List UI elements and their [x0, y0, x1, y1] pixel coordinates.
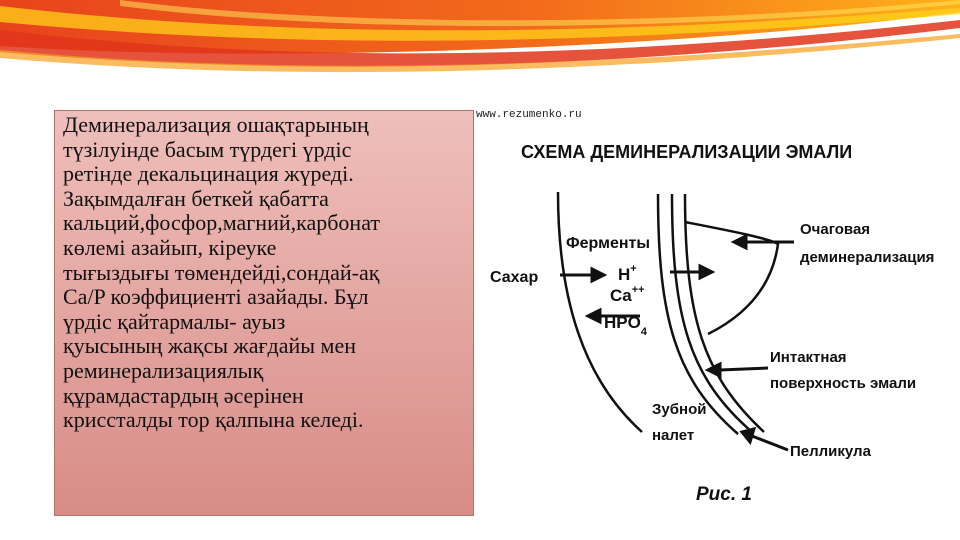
ca-ion-charge: ++	[631, 284, 645, 296]
arrow-pellicle-head	[742, 429, 754, 442]
figure-caption: Рис. 1	[696, 484, 752, 505]
arrow-focal-head	[734, 236, 746, 248]
hpo-ion-symbol: HPO	[604, 313, 641, 332]
label-intact-1: Интактная	[770, 349, 847, 366]
arrow-pellicle	[752, 436, 788, 450]
arrow-hydrogen-head	[700, 266, 712, 278]
label-enzymes: Ферменты	[566, 235, 651, 252]
arrow-intact	[720, 368, 768, 370]
ca-ion-symbol: Ca	[610, 286, 632, 305]
arrow-sugar-head	[592, 269, 604, 281]
source-watermark: www.rezumenko.ru	[476, 109, 582, 121]
label-pellicle: Пелликула	[790, 443, 871, 460]
enamel-demineralization-diagram	[476, 120, 956, 510]
body-text: Деминерализация ошақтарының түзілуінде басым түрдегі үрдіс ретінде декальцинация жүреді. Зақымдалған беткей қабатта кальций,фосфор,магний,карбонат көлемі азайып, кіреуке тығыздығы төмендейді,сондай-ақ Ca/P коэффициенті азайады. Бұл үрдіс қайтармалы- ауыз қуысының жақсы жағдайы мен реминерализациялық құрамдастардың әсерінен криссталды тор қалпына келеді.	[63, 112, 381, 433]
label-plaque-1: Зубной	[652, 401, 707, 418]
content-text-box	[54, 110, 474, 516]
hpo-ion-subscript: 4	[640, 326, 647, 338]
label-sugar: Сахар	[490, 269, 539, 286]
label-focal-2: деминерализация	[800, 249, 935, 266]
label-intact-2: поверхность эмали	[770, 375, 917, 392]
label-focal-1: Очаговая	[800, 221, 871, 238]
label-h-ion	[618, 263, 637, 284]
header-banner	[0, 0, 960, 80]
arrow-minerals-head	[588, 310, 600, 322]
label-hpo-ion	[604, 313, 648, 338]
h-ion-charge: +	[630, 263, 637, 275]
label-ca-ion	[610, 284, 645, 305]
h-ion-symbol: H	[618, 265, 631, 284]
label-plaque-2: налет	[652, 427, 695, 444]
diagram-title: СХЕМА ДЕМИНЕРАЛИЗАЦИИ ЭМАЛИ	[521, 142, 853, 162]
arrow-intact-head	[708, 364, 720, 376]
